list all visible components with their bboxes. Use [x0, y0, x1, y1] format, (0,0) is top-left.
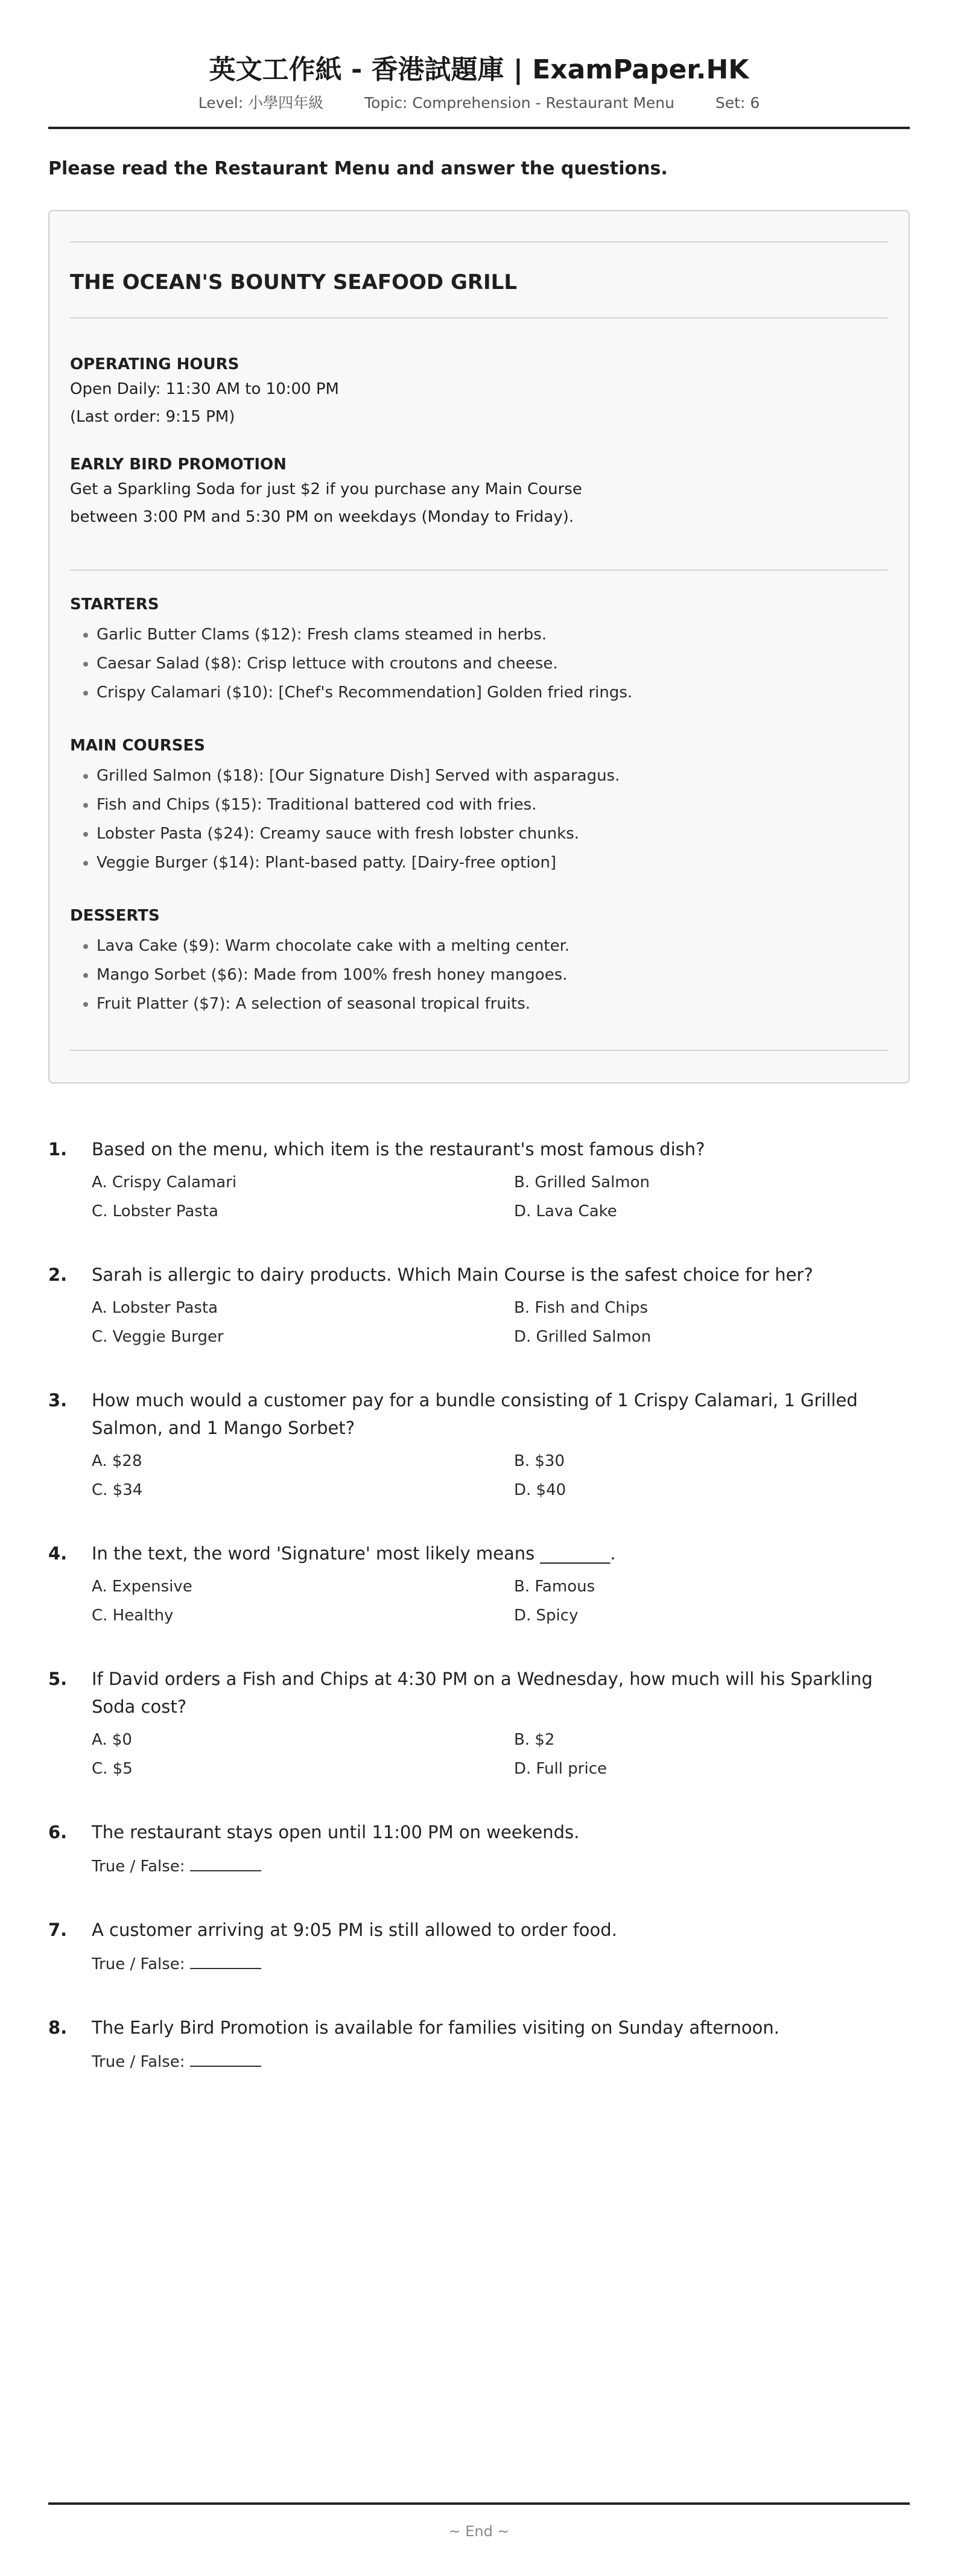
answer-option[interactable]: A. Expensive [92, 1578, 192, 1596]
menu-item: • Fish and Chips ($15): Traditional battered cod with fries. [97, 790, 888, 819]
restaurant-name: THE OCEAN'S BOUNTY SEAFOOD GRILL [70, 270, 518, 294]
operating-hours-section [70, 354, 888, 431]
answer-option[interactable]: C. $5 [92, 1760, 133, 1778]
promotion-title: EARLY BIRD PROMOTION [70, 455, 287, 474]
answer-option[interactable]: B. Grilled Salmon [514, 1173, 650, 1191]
header-divider [48, 127, 910, 129]
answer-options [92, 1168, 910, 1226]
menu-item: • Veggie Burger ($14): Plant-based patty. [Dairy-free option] [97, 848, 888, 877]
answer-option[interactable]: D. $40 [514, 1481, 566, 1499]
promotion-section [70, 454, 888, 531]
menu-item: • Lobster Pasta ($24): Creamy sauce with fresh lobster chunks. [97, 819, 888, 848]
worksheet-footer [48, 2502, 910, 2541]
answer-option[interactable]: D. Spicy [514, 1607, 579, 1625]
question-1 [48, 1135, 910, 1226]
question-text: The restaurant stays open until 11:00 PM on weekends. [92, 1822, 580, 1842]
menu-item-list [70, 620, 888, 707]
promotion-line: Get a Sparkling Soda for just $2 if you purchase any Main Course [70, 480, 582, 498]
question-number: 4. [48, 1543, 68, 1564]
answer-option[interactable]: B. Famous [514, 1578, 595, 1596]
answer-option[interactable]: D. Lava Cake [514, 1202, 617, 1220]
answer-option[interactable]: A. $0 [92, 1731, 132, 1749]
operating-hours-title: OPERATING HOURS [70, 355, 240, 373]
question-text: In the text, the word 'Signature' most likely means ________. [92, 1543, 616, 1564]
menu-item: • Crispy Calamari ($10): [Chef's Recommendation] Golden fried rings. [97, 678, 888, 707]
menu-top-divider [70, 241, 888, 243]
menu-section-divider [70, 569, 888, 571]
answer-option[interactable]: B. Fish and Chips [514, 1299, 649, 1317]
answer-option[interactable]: D. Full price [514, 1760, 607, 1778]
menu-item: • Lava Cake ($9): Warm chocolate cake with a melting center. [97, 931, 888, 960]
category-title: MAIN COURSES [70, 737, 206, 755]
question-number: 7. [48, 1920, 68, 1940]
last-order-line: (Last order: 9:15 PM) [70, 408, 235, 426]
answer-option[interactable]: D. Grilled Salmon [514, 1328, 652, 1346]
answer-option[interactable]: A. Crispy Calamari [92, 1173, 237, 1191]
question-7 [48, 1916, 910, 1979]
answer-options [92, 1572, 910, 1630]
true-false-label: True / False: [92, 1955, 185, 1973]
question-4 [48, 1540, 910, 1630]
answer-option[interactable]: C. Healthy [92, 1607, 174, 1625]
level-label: Level: 小學四年級 [198, 94, 324, 112]
true-false-label: True / False: [92, 1857, 185, 1876]
answer-blank[interactable] [190, 1953, 261, 1969]
set-label: Set: 6 [715, 94, 760, 112]
answer-options [92, 1293, 910, 1351]
menu-name-divider [70, 317, 888, 319]
end-marker: ~ End ~ [448, 2523, 510, 2540]
question-number: 1. [48, 1139, 68, 1160]
answer-option[interactable]: A. Lobster Pasta [92, 1299, 218, 1317]
question-2 [48, 1261, 910, 1351]
question-number: 3. [48, 1390, 68, 1410]
menu-bottom-divider [70, 1050, 888, 1051]
question-list [48, 1135, 910, 2076]
footer-divider [48, 2502, 910, 2505]
answer-blank[interactable] [190, 2051, 261, 2067]
menu-item: • Garlic Butter Clams ($12): Fresh clams steamed in herbs. [97, 620, 888, 649]
question-number: 6. [48, 1822, 68, 1842]
menu-item-list [70, 931, 888, 1018]
question-text: How much would a customer pay for a bundle consisting of 1 Crispy Calamari, 1 Grilled Salmon, and 1 Mango Sorbet? [92, 1390, 858, 1438]
topic-label: Topic: Comprehension - Restaurant Menu [364, 94, 674, 112]
menu-item: • Caesar Salad ($8): Crisp lettuce with croutons and cheese. [97, 649, 888, 678]
true-false-answer [92, 2048, 910, 2076]
menu-category-main-courses [70, 735, 888, 877]
category-title: STARTERS [70, 595, 159, 614]
category-title: DESSERTS [70, 907, 160, 925]
answer-option[interactable]: A. $28 [92, 1452, 142, 1470]
menu-category-starters [70, 594, 888, 707]
menu-category-desserts [70, 905, 888, 1018]
question-number: 5. [48, 1669, 68, 1689]
question-text: If David orders a Fish and Chips at 4:30 PM on a Wednesday, how much will his Sparkling Soda cost? [92, 1669, 873, 1717]
question-6 [48, 1818, 910, 1881]
true-false-answer [92, 1950, 910, 1979]
answer-option[interactable]: C. $34 [92, 1481, 143, 1499]
answer-option[interactable]: B. $30 [514, 1452, 565, 1470]
answer-options [92, 1725, 910, 1783]
answer-blank[interactable] [190, 1856, 261, 1871]
question-number: 8. [48, 2017, 68, 2038]
question-number: 2. [48, 1264, 68, 1285]
worksheet-title: 英文工作紙 - 香港試題庫 | ExamPaper.HK [209, 54, 749, 85]
answer-options [92, 1447, 910, 1505]
answer-option[interactable]: C. Veggie Burger [92, 1328, 224, 1346]
question-text: Sarah is allergic to dairy products. Which Main Course is the safest choice for her? [92, 1264, 813, 1285]
question-5 [48, 1665, 910, 1783]
promotion-line: between 3:00 PM and 5:30 PM on weekdays (Monday to Friday). [70, 508, 574, 526]
question-3 [48, 1386, 910, 1505]
worksheet-header [48, 0, 910, 129]
true-false-answer [92, 1852, 910, 1881]
question-text: Based on the menu, which item is the restaurant's most famous dish? [92, 1139, 705, 1160]
menu-item: • Fruit Platter ($7): A selection of seasonal tropical fruits. [97, 989, 888, 1018]
answer-option[interactable]: B. $2 [514, 1731, 555, 1749]
menu-item-list [70, 761, 888, 877]
menu-item: • Grilled Salmon ($18): [Our Signature Dish] Served with asparagus. [97, 761, 888, 790]
worksheet-page [48, 0, 910, 2111]
answer-option[interactable]: C. Lobster Pasta [92, 1202, 218, 1220]
instruction-text: Please read the Restaurant Menu and answer the questions. [48, 158, 668, 179]
restaurant-menu-box [48, 210, 910, 1083]
question-text: A customer arriving at 9:05 PM is still allowed to order food. [92, 1920, 617, 1940]
question-text: The Early Bird Promotion is available for families visiting on Sunday afternoon. [92, 2017, 779, 2038]
hours-line: Open Daily: 11:30 AM to 10:00 PM [70, 380, 339, 398]
menu-item: • Mango Sorbet ($6): Made from 100% fresh honey mangoes. [97, 960, 888, 989]
question-8 [48, 2014, 910, 2076]
true-false-label: True / False: [92, 2053, 185, 2071]
worksheet-meta [48, 93, 910, 113]
